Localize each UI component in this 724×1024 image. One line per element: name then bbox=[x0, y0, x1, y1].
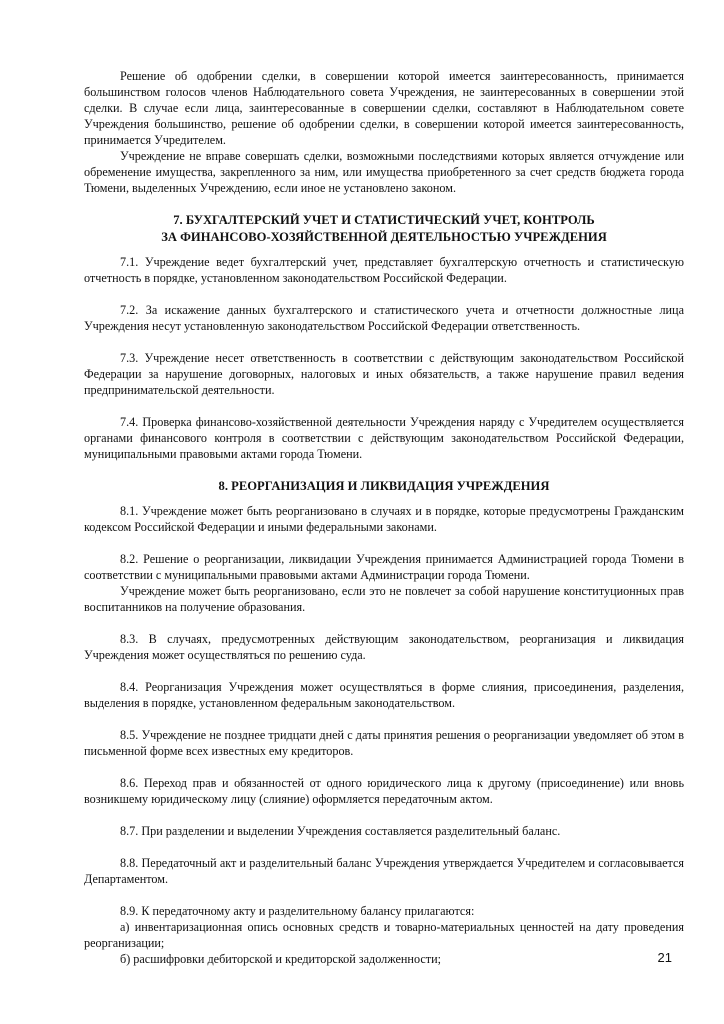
list-item-8-9-b: б) расшифровки дебиторской и кредиторской задолженности; bbox=[120, 952, 441, 966]
paragraph-8-4: 8.4. Реорганизация Учреждения может осуществляться в форме слияния, присоединения, разделения, выделения в порядке, установленном федеральным законодательством. bbox=[84, 680, 684, 710]
paragraph-8-8: 8.8. Передаточный акт и разделительный баланс Учреждения утверждается Учредителем и согласовывается Департаментом. bbox=[84, 856, 684, 886]
section-7-title-line-2: ЗА ФИНАНСОВО-ХОЗЯЙСТВЕННОЙ ДЕЯТЕЛЬНОСТЬЮ УЧРЕЖДЕНИЯ bbox=[161, 230, 607, 244]
section-8-title: 8. РЕОРГАНИЗАЦИЯ И ЛИКВИДАЦИЯ УЧРЕЖДЕНИЯ bbox=[218, 479, 550, 493]
paragraph-8-1: 8.1. Учреждение может быть реорганизовано в случаях и в порядке, которые предусмотрены Гражданским кодексом Российской Федерации и иными федеральными законами. bbox=[84, 504, 684, 534]
paragraph-8-5: 8.5. Учреждение не позднее тридцати дней с даты принятия решения о реорганизации уведомляет об этом в письменной форме всех известных ему кредиторов. bbox=[84, 728, 684, 758]
paragraph-7-1: 7.1. Учреждение ведет бухгалтерский учет, представляет бухгалтерскую отчетность и статистическую отчетность в порядке, установленном законодательством Российской Федерации. bbox=[84, 255, 684, 285]
page-number: 21 bbox=[657, 950, 672, 965]
list-item-8-9-a: а) инвентаризационная опись основных средств и товарно-материальных ценностей на дату проведения реорганизации; bbox=[84, 920, 684, 950]
paragraph-8-6: 8.6. Переход прав и обязанностей от одного юридического лица к другому (присоединение) или вновь возникшему юридическому лицу (слияние) оформляется передаточным актом. bbox=[84, 776, 684, 806]
paragraph-8-7: 8.7. При разделении и выделении Учреждения составляется разделительный баланс. bbox=[120, 824, 561, 838]
section-7-title-line-1: 7. БУХГАЛТЕРСКИЙ УЧЕТ И СТАТИСТИЧЕСКИЙ УЧЕТ, КОНТРОЛЬ bbox=[173, 213, 595, 227]
paragraph-deal-approval: Решение об одобрении сделки, в совершении которой имеется заинтересованность, принимается большинством голосов членов Наблюдательного совета Учреждения, не заинтересованных в совершении этой сделки. В случае если лица, заинтересованные в совершении сделки, составляют в Наблюдательном совете Учреждения большинство, решение об одобрении сделки, в совершении которой имеется заинтересованность, принимается Учредителем. bbox=[84, 69, 684, 147]
paragraph-8-2-continued: Учреждение может быть реорганизовано, если это не повлечет за собой нарушение конституционных прав воспитанников на получение образования. bbox=[84, 584, 684, 614]
paragraph-7-2: 7.2. За искажение данных бухгалтерского и статистического учета и отчетности должностные лица Учреждения несут установленную законодательством Российской Федерации ответственность. bbox=[84, 303, 684, 333]
paragraph-7-4: 7.4. Проверка финансово-хозяйственной деятельности Учреждения наряду с Учредителем осуществляется органами финансового контроля в соответствии с действующим законодательством Российской Федерации, муниципальными правовыми актами города Тюмени. bbox=[84, 415, 684, 461]
paragraph-8-2: 8.2. Решение о реорганизации, ликвидации Учреждения принимается Администрацией города Тюмени в соответствии с муниципальными правовыми актами Администрации города Тюмени. bbox=[84, 552, 684, 582]
paragraph-8-9: 8.9. К передаточному акту и разделительному балансу прилагаются: bbox=[120, 904, 475, 918]
paragraph-deal-restriction: Учреждение не вправе совершать сделки, возможными последствиями которых является отчуждение или обременение имущества, закрепленного за ним, или имущества приобретенного за счет средств бюджета города Тюмени, выделенных Учреждению, если иное не установлено законом. bbox=[84, 149, 684, 195]
paragraph-7-3: 7.3. Учреждение несет ответственность в соответствии с действующим законодательством Российской Федерации за нарушение договорных, налоговых и иных обязательств, а также нарушение правил ведения предпринимательской деятельности. bbox=[84, 351, 684, 397]
paragraph-8-3: 8.3. В случаях, предусмотренных действующим законодательством, реорганизация и ликвидация Учреждения может осуществляться по решению суда. bbox=[84, 632, 684, 662]
document-body bbox=[84, 68, 684, 967]
